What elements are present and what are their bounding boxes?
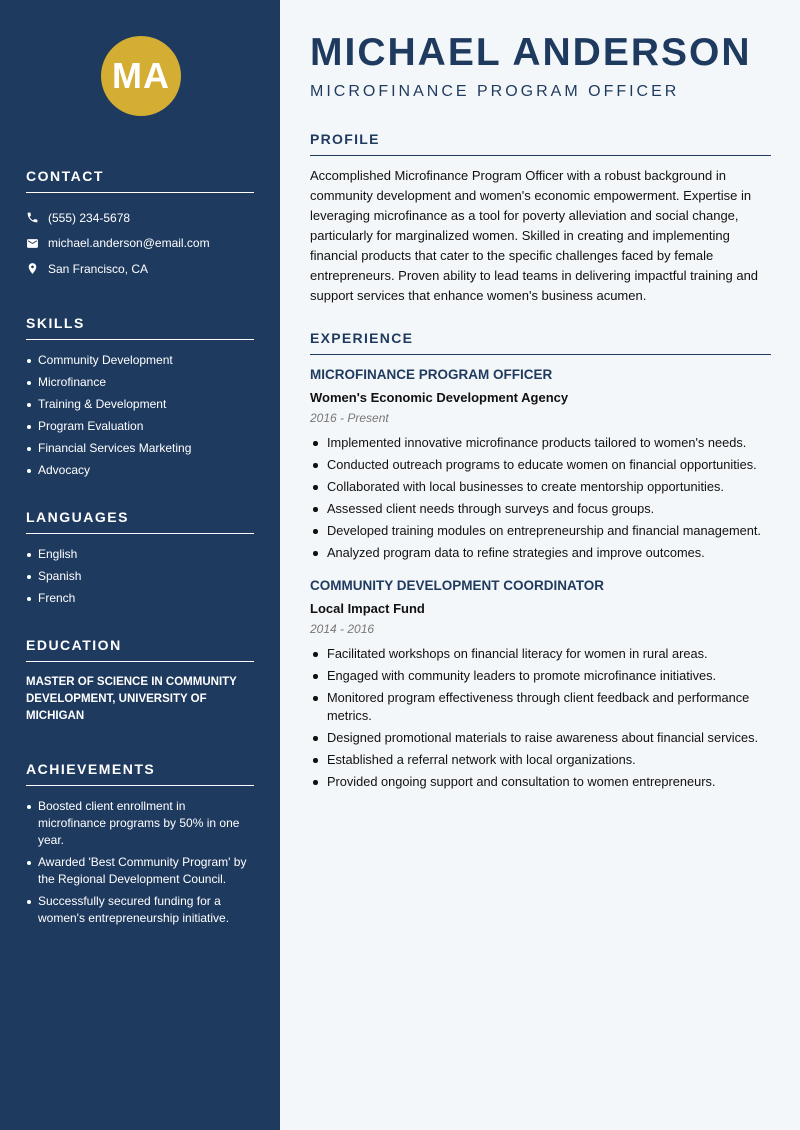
list-item: Financial Services Marketing <box>26 440 254 457</box>
list-item: Conducted outreach programs to educate women on financial opportunities. <box>310 456 771 474</box>
list-item: Established a referral network with local organizations. <box>310 751 771 769</box>
contact-email[interactable] <box>26 231 254 257</box>
avatar-initials: MA <box>112 55 170 96</box>
skills-heading: SKILLS <box>26 315 254 340</box>
education-degree: MASTER OF SCIENCE IN COMMUNITY DEVELOPMENT, UNIVERSITY OF MICHIGAN <box>26 675 237 722</box>
list-item: Training & Development <box>26 396 254 413</box>
job-entry <box>310 578 771 791</box>
list-item: Awarded 'Best Community Program' by the Regional Development Council. <box>26 854 254 888</box>
achievements-list <box>26 798 254 927</box>
languages-heading: LANGUAGES <box>26 509 254 534</box>
contact-location <box>26 256 254 282</box>
contact-phone[interactable] <box>26 205 254 231</box>
job-entry <box>310 367 771 562</box>
profile-text: Accomplished Microfinance Program Officer with a robust background in community development and women's economic empowerment. Expertise in leveraging microfinance as a tool for poverty alleviation and social change, particularly for marginalized women. Skilled in creating and implementing financial products that cater to the specific challenges faced by female entrepreneurs. Proven ability to lead teams in delivering impactful training and support services that enhance women's business acumen. <box>310 168 759 303</box>
mail-icon <box>26 237 39 250</box>
candidate-title: MICROFINANCE PROGRAM OFFICER <box>310 83 680 100</box>
languages-list <box>26 546 254 607</box>
experience-heading: EXPERIENCE <box>310 330 771 355</box>
skills-list <box>26 352 254 479</box>
education-section <box>26 637 254 725</box>
avatar <box>101 36 181 116</box>
job-bullets <box>310 645 771 791</box>
list-item: Community Development <box>26 352 254 369</box>
list-item: English <box>26 546 254 563</box>
candidate-name: MICHAEL ANDERSON <box>310 31 752 74</box>
list-item: Provided ongoing support and consultation to women entrepreneurs. <box>310 773 771 791</box>
skills-section <box>26 315 254 479</box>
education-heading: EDUCATION <box>26 637 254 662</box>
contact-section <box>26 168 254 282</box>
phone-text: (555) 234-5678 <box>48 210 131 225</box>
languages-section <box>26 509 254 607</box>
job-role: COMMUNITY DEVELOPMENT COORDINATOR <box>310 578 605 593</box>
job-role: MICROFINANCE PROGRAM OFFICER <box>310 367 553 382</box>
job-dates: 2014 - 2016 <box>310 622 375 636</box>
job-dates: 2016 - Present <box>310 411 389 425</box>
sidebar <box>0 0 280 1130</box>
job-company: Local Impact Fund <box>310 601 425 616</box>
list-item: Implemented innovative microfinance products tailored to women's needs. <box>310 434 771 452</box>
location-text: San Francisco, CA <box>48 261 149 276</box>
profile-heading: PROFILE <box>310 131 771 156</box>
list-item: Collaborated with local businesses to create mentorship opportunities. <box>310 478 771 496</box>
list-item: Spanish <box>26 568 254 585</box>
list-item: Developed training modules on entrepreneurship and financial management. <box>310 522 771 540</box>
phone-icon <box>26 211 39 224</box>
list-item: Assessed client needs through surveys and focus groups. <box>310 500 771 518</box>
main-content <box>280 0 800 1130</box>
list-item: Program Evaluation <box>26 418 254 435</box>
list-item: Engaged with community leaders to promote microfinance initiatives. <box>310 667 771 685</box>
list-item: Designed promotional materials to raise awareness about financial services. <box>310 729 771 747</box>
list-item: Microfinance <box>26 374 254 391</box>
job-bullets <box>310 434 771 562</box>
location-pin-icon <box>26 262 39 275</box>
list-item: Boosted client enrollment in microfinance programs by 50% in one year. <box>26 798 254 849</box>
contact-heading: CONTACT <box>26 168 254 193</box>
list-item: Analyzed program data to refine strategies and improve outcomes. <box>310 544 771 562</box>
list-item: Advocacy <box>26 462 254 479</box>
achievements-section <box>26 761 254 927</box>
list-item: Successfully secured funding for a women's entrepreneurship initiative. <box>26 893 254 927</box>
email-text: michael.anderson@email.com <box>48 236 210 251</box>
job-company: Women's Economic Development Agency <box>310 390 569 405</box>
list-item: French <box>26 590 254 607</box>
list-item: Facilitated workshops on financial literacy for women in rural areas. <box>310 645 771 663</box>
list-item: Monitored program effectiveness through client feedback and performance metrics. <box>310 689 771 725</box>
profile-section <box>310 131 771 306</box>
experience-section <box>310 330 771 791</box>
achievements-heading: ACHIEVEMENTS <box>26 761 254 786</box>
